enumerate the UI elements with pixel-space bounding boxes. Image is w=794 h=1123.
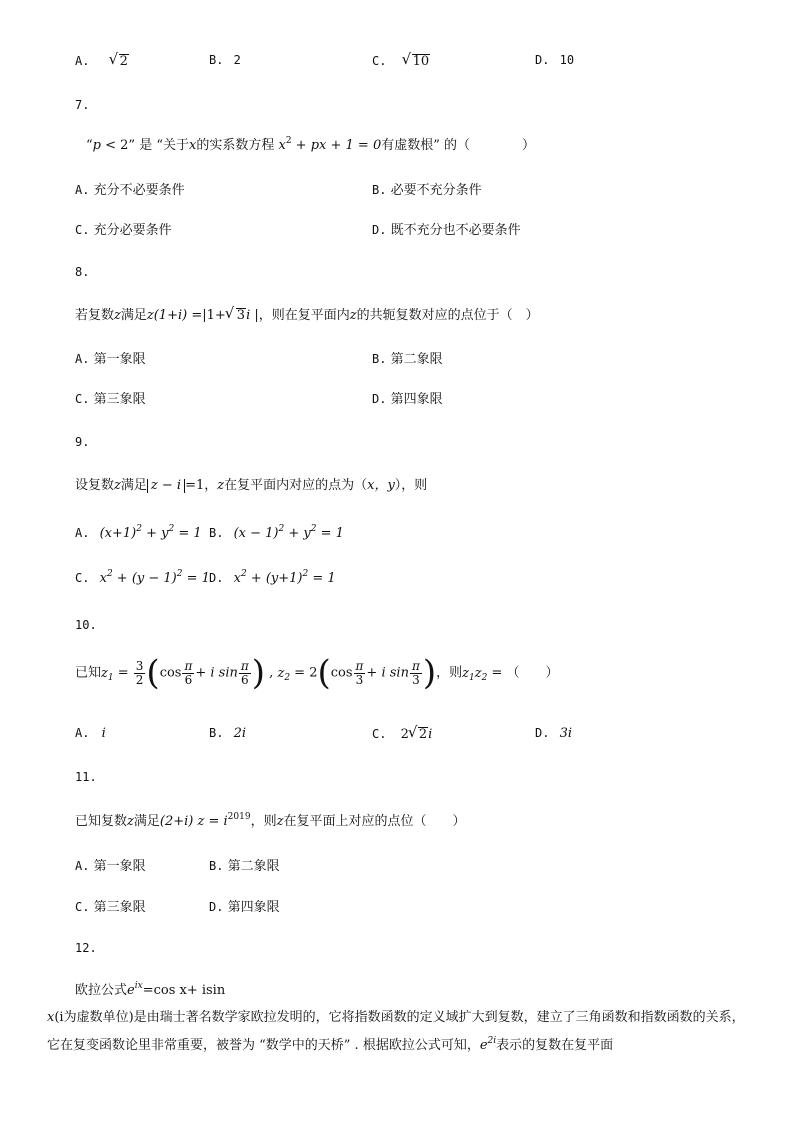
q10-option-b: B. 2i xyxy=(209,726,247,741)
q8-option-b: B. 第二象限 xyxy=(372,352,443,367)
q11-option-d: D. 第四象限 xyxy=(209,900,280,915)
q8-number: 8. xyxy=(75,265,90,279)
q10-number: 10. xyxy=(75,618,97,632)
q8-option-d: D. 第四象限 xyxy=(372,392,443,407)
q10-stem: 已知$z_1$ = $\frac{3}{2}$ (cos $\frac{\pi}{6}$ + i sin $\frac{\pi}{6}$ ) , $z_2 = 2(\cos$ $\frac{\pi}{3}$ + i sin $\frac{\pi}{3}$ )，则$z_1z_2$ = （ ） xyxy=(75,653,559,693)
q11-stem: 已知复数z满足(2+i) $z = i^{2019}$，则z在复平面上对应的点位（ ） xyxy=(75,812,466,829)
q11-option-a: A. 第一象限 xyxy=(75,859,146,874)
q6-option-c-value: √ 10 xyxy=(403,54,431,69)
q9-option-c: C. $x^2 + (y - 1)^2 = 1$ xyxy=(75,569,210,586)
q8-option-a: A. 第一象限 xyxy=(75,352,146,367)
q6-option-a-value: √ 2 xyxy=(110,54,129,69)
q10-option-a: A. i xyxy=(75,726,106,741)
q12-line1: 欧拉公式$e^{ix}=\cos$ x+ isin xyxy=(75,981,226,998)
q7-stem: “p < 2” 是 “关于x的实系数方程 $x^2$ + px + 1 = 0有虚数根” 的（ ） xyxy=(86,136,535,153)
q12-paragraph: x(i为虚数单位)是由瑞士著名数学家欧拉发明的，它将指数函数的定义域扩大到复数，建立了三角函数和指数函数的关系，它在复变函数论里非常重要，被誉为 “数学中的天桥” . 根据欧拉公式可知，$e^{2i}$表示的复数在复平面 xyxy=(47,1010,745,1053)
q6-option-a xyxy=(75,54,129,69)
q6-option-d-label: D. xyxy=(535,53,550,67)
q9-number: 9. xyxy=(75,435,90,449)
q12-number: 12. xyxy=(75,941,97,955)
q7-number: 7. xyxy=(75,98,90,112)
q6-option-b xyxy=(209,54,241,67)
q7-option-c: C. 充分必要条件 xyxy=(75,223,172,238)
q6-option-a-label: A. xyxy=(75,54,90,68)
q9-stem: 设复数z满足 z − i =1，z在复平面内对应的点为（x，y），则 xyxy=(75,478,428,493)
q11-option-c: C. 第三象限 xyxy=(75,900,146,915)
q9-option-b: B. $(x - 1)^2 + y^2 = 1$ xyxy=(209,524,344,541)
q9-option-d: D. $x^2 + (y+1)^2 = 1$ xyxy=(209,569,336,586)
q6-option-b-value: 2 xyxy=(233,53,241,67)
q6-option-d xyxy=(535,54,574,67)
q6-option-b-label: B. xyxy=(209,53,224,67)
q6-option-c-label: C. xyxy=(372,54,387,68)
q11-number: 11. xyxy=(75,770,97,784)
q10-option-d: D. 3i xyxy=(535,726,573,741)
q9-option-a: A. $(x+1)^2 + y^2 = 1$ xyxy=(75,524,202,541)
q6-option-c xyxy=(372,54,430,69)
q8-stem: 若复数z满足z(1+i) =|1+√ 3i |，则在复平面内z的共轭复数对应的点位于（ ） xyxy=(75,308,539,323)
q11-option-b: B. 第二象限 xyxy=(209,859,280,874)
q10-option-c: C. 2√ 2i xyxy=(372,727,432,742)
q7-option-a: A. 充分不必要条件 xyxy=(75,183,185,198)
q7-option-b: B. 必要不充分条件 xyxy=(372,183,482,198)
q7-option-d: D. 既不充分也不必要条件 xyxy=(372,223,521,238)
q6-option-d-value: 10 xyxy=(559,53,575,67)
q8-option-c: C. 第三象限 xyxy=(75,392,146,407)
